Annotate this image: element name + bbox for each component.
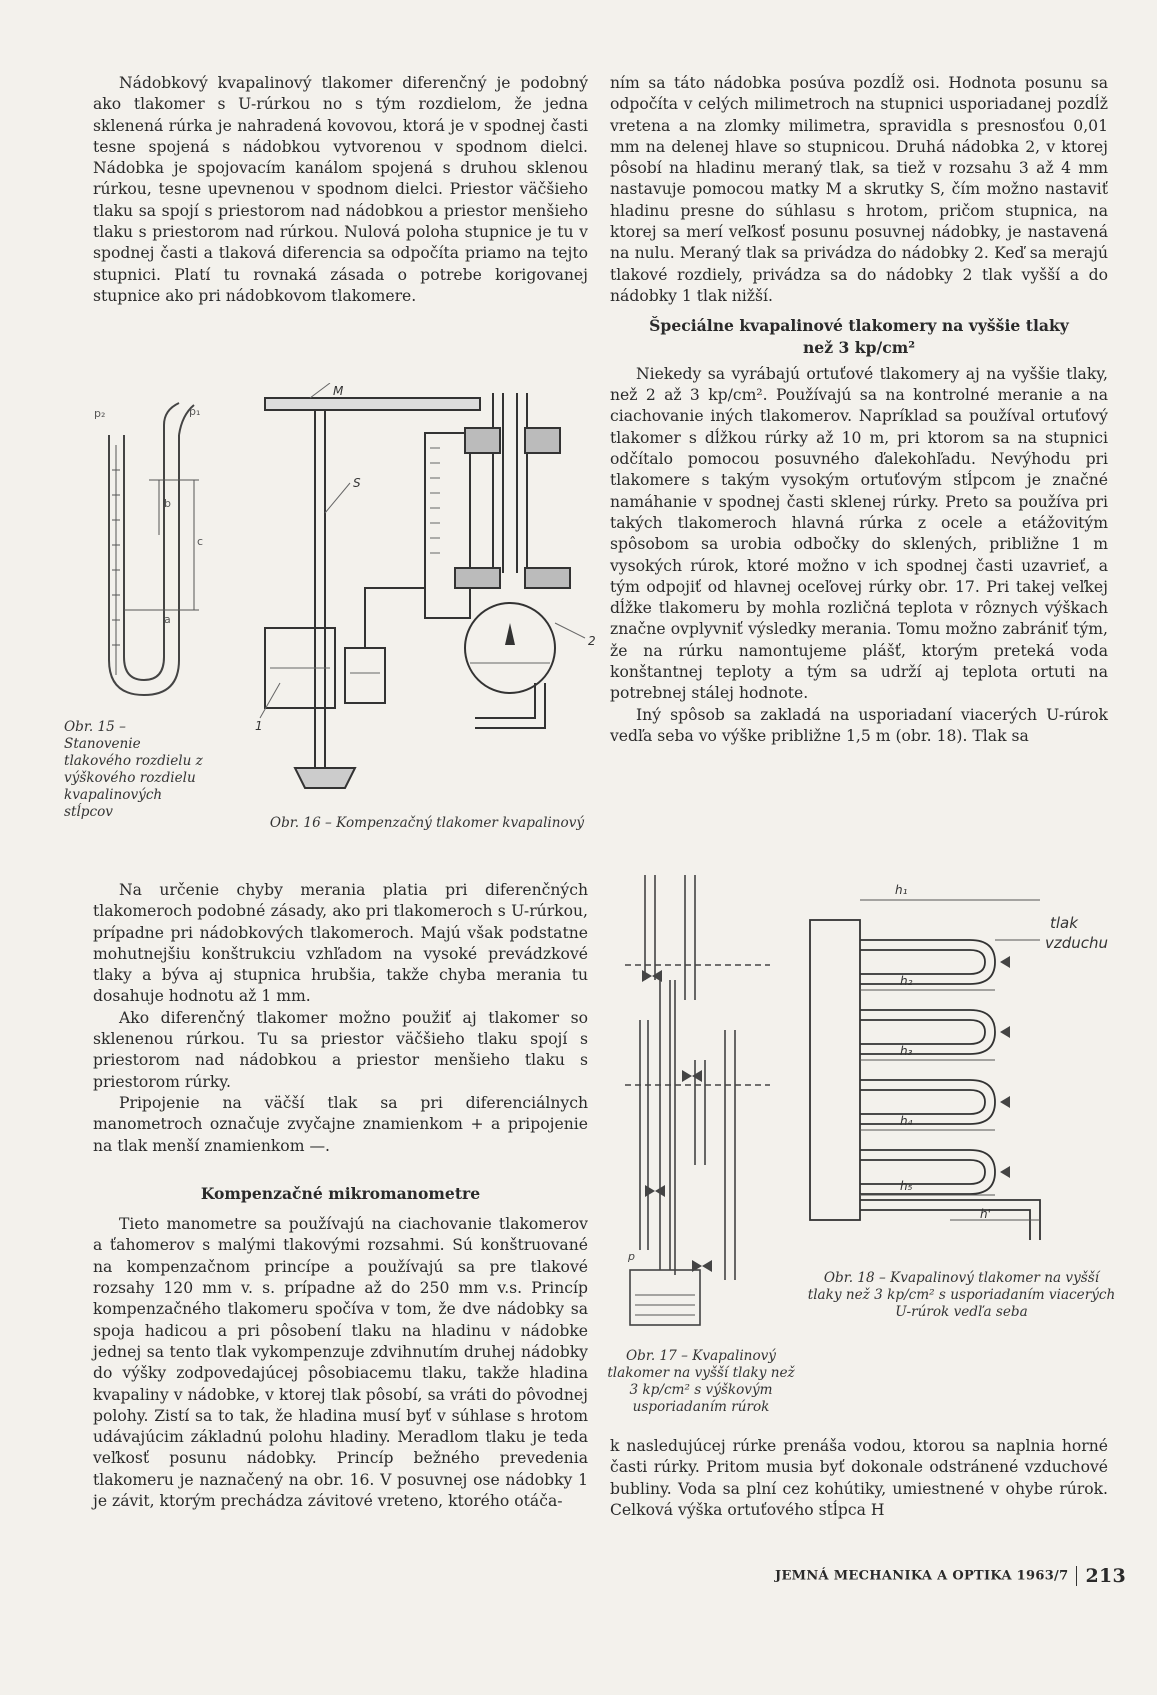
- label-h3: h₃: [900, 1044, 913, 1058]
- label-h1: h₁: [895, 883, 908, 897]
- journal-name: JEMNÁ MECHANIKA A OPTIKA 1963/7: [775, 1568, 1069, 1584]
- label-tlak: tlak: [1050, 914, 1078, 932]
- label-vzduchu: vzduchu: [1045, 934, 1109, 952]
- figure-17-tall-manometer: [620, 870, 795, 1340]
- footer-divider: [1076, 1566, 1077, 1586]
- paragraph: Na určenie chyby merania platia pri diferenčných tlakomeroch podobné zásady, ako pri tlakomeroch s U-rúrkou, prípadne pri nádobkových tlakomeroch. Majú však podstatne mohutnejšiu konštrukciu vzhľadom na vysoké prevádzkové tlaky a býva aj stupnica hrubšia, takže chyba merania tu dosahuje hodnotu až 1 mm.: [93, 881, 588, 1006]
- paragraph: Tieto manometre sa používajú na ciachovanie tlakomerov a ťahomerov s malými tlakovými rozsahmi. Sú konštruované na kompenzačnom princípe a používajú sa pre tlakové rozsahy 120 mm v. s. prípadne až do 250 mm v.s. Princíp kompenzačného tlakomeru spočíva v tom, že dve nádobky sa spoja hadicou a pri pôsobení tlaku na hladinu v nádobke jednej sa tento tlak vykompenzuje zdvihnutím druhej nádobky do výšky zodpovedajúcej pôsobiacemu tlaku, takže hladina kvapaliny v nádobke, v ktorej tlak pôsobí, sa vráti do pôvodnej polohy. Zistí sa to tak, že hladina musí byť v súhlase s hrotom udávajúcim základnú polohu hladiny. Meradlom tlaku je teda veľkosť posunu nádobky. Princíp bežného prevedenia tlakomeru je naznačený na obr. 16. V posuvnej ose nádobky 1 je závit, ktorým prechádza závitové vreteno, ktorého otáča-: [93, 1215, 588, 1511]
- section-heading: Kompenzačné mikromanometre: [200, 1183, 481, 1203]
- paragraph: ním sa táto nádobka posúva pozdĺž osi. Hodnota posunu sa odpočíta v celých milimetroch na stupnici usporiadanej pozdĺž vretena a na zlomky milimetra, spravidla s presnosťou 0,01 mm na delenej hlave so stupnicou. Druhá nádobka 2, v ktorej pôsobí na hladinu meraný tlak, sa tiež v rozsahu 3 až 4 mm nastavuje pomocou matky M a skrutky S, čím možno nastaviť hladinu presne do súhlasu s hrotom, pričom stupnica, na ktorej sa merí veľkosť posunu posuvnej nádobky, je nastavená na nulu. Meraný tlak sa privádza do nádobky 2. Keď sa merajú tlakové rozdiely, privádza sa do nádobky 2 tlak vyšší a do nádobky 1 tlak nižší.: [610, 74, 1108, 305]
- section-heading-line2: než 3 kp/cm²: [802, 337, 916, 357]
- paragraph: Ako diferenčný tlakomer možno použiť aj tlakomer so sklenenou rúrkou. Tu sa priestor väčšieho tlaku spojí s priestorom nad nádobkou a priestor menšieho tlaku s priestorom rúrky.: [93, 1008, 588, 1091]
- label-h-prime: h': [980, 1207, 991, 1221]
- paragraph: Iný spôsob sa zakladá na usporiadaní viacerých U-rúrok vedľa seba vo výške približne 1,5 m (obr. 18). Tlak sa: [610, 705, 1108, 745]
- label-c: c: [197, 535, 204, 548]
- section-heading-line1: Špeciálne kvapalinové tlakomery na vyššie tlaky: [649, 316, 1069, 336]
- label-p: p: [628, 1250, 635, 1263]
- label-p1: p₁: [189, 405, 201, 418]
- paragraph: Niekedy sa vyrábajú ortuťové tlakomery aj na vyššie tlaky, než 2 až 3 kp/cm². Používajú sa na kontrolné meranie a na ciachovanie iných tlakomerov. Napríklad sa používal ortuťový tlakomer s dĺžkou rúrky až 10 m, pri ktorom sa na stupnici odčítalo pomocou posuvného ďalekohľadu. Nevýhodu pri tlakomere s takým vysokým ortuťovým stĺpcom je značné namáhanie v spodnej časti sklenej rúrky. Preto sa používa pri takých tlakomeroch hlavná rúrka z ocele a etážovitým spôsobom sa urobia odbočky do sklených, približne 1 m vysokých rúrok, ktoré možno v ich spodnej časti uzavrieť, a tým odpojiť od hlavnej oceľovej rúrky obr. 17. Pri takej veľkej dĺžke tlakomeru by mohla rozličná teplota v rôznych výškach značne ovplyvniť výsledky merania. Tomu možno zabrániť tým, že na rúrku namontujeme plášť, ktorým preteká voda konštantnej teploty a tým sa udrží aj teplota ortuti na potrebnej stálej hodnote.: [610, 364, 1108, 703]
- paragraph: Nádobkový kvapalinový tlakomer diferenčný je podobný ako tlakomer s U-rúrkou no s tým rozdielom, že jedna sklenená rúrka je nahradená kovovou, ktorá je v spodnej časti tesne spojená s nádobkou vytvorenou v spodnom dielci. Nádobka je spojovacím kanálom spojená s druhou sklenou rúrkou, tesne upevnenou v spodnom dielci. Priestor väčšieho tlaku sa spojí s priestorom nad nádobkou a priestor menšieho tlaku s priestorom nad rúrkou. Nulová poloha stupnice je tu v spodnej časti a tlaková diferencia sa odpočíta priamo na tejto stupnici. Platí tu rovnaká zásada o potrebe korigovanej stupnice ako pri nádobkovom tlakomere.: [93, 74, 588, 305]
- figure-18-caption: Obr. 18 – Kvapalinový tlakomer na vyšší tlaky než 3 kp/cm² s usporiadaním viacerých U-rúrok vedľa seba: [807, 1270, 1116, 1320]
- figure-15-caption: Obr. 15 – Stanovenie tlakového rozdielu z výškového rozdielu kvapalinových stĺpcov: [64, 719, 203, 820]
- page-number: 213: [1085, 1565, 1126, 1587]
- label-M: M: [333, 384, 344, 398]
- figure-18-multiple-u-tubes: [800, 880, 1145, 1265]
- figure-16-caption: Obr. 16 – Kompenzačný tlakomer kvapalinový: [269, 815, 585, 831]
- label-h5: h₅: [900, 1179, 913, 1193]
- left-column-bottom: [93, 880, 588, 1512]
- left-column-top: [93, 73, 588, 307]
- page-footer: [775, 1565, 1126, 1587]
- label-h2: h₂: [900, 974, 913, 988]
- label-2: 2: [588, 634, 596, 648]
- label-1: 1: [255, 719, 263, 733]
- paragraph: Pripojenie na väčší tlak sa pri diferenciálnych manometroch označuje zvyčajne znamienkom + a pripojenie na tlak menší znamienkom —.: [93, 1093, 588, 1155]
- label-S: S: [353, 476, 361, 490]
- label-a: a: [164, 613, 171, 626]
- right-column-bottom: [610, 1436, 1108, 1521]
- label-b: b: [164, 497, 171, 510]
- label-h4: h₄: [900, 1114, 913, 1128]
- figure-16-compensation-manometer: [255, 383, 600, 808]
- label-p2: p₂: [94, 407, 106, 420]
- figure-17-caption: Obr. 17 – Kvapalinový tlakomer na vyšší tlaky než 3 kp/cm² s výškovým usporiadaním rúrok: [607, 1348, 795, 1415]
- paragraph: k nasledujúcej rúrke prenáša vodou, ktorou sa naplnia horné časti rúrky. Pritom musia byť dokonale odstránené vzduchové bubliny. Voda sa plní cez kohútiky, umiestnené v ohybe rúrok. Celková výška ortuťového stĺpca H: [610, 1437, 1108, 1519]
- section-heading: [610, 315, 1108, 358]
- figure-15-u-tube: [64, 395, 254, 715]
- right-column-top: [610, 73, 1108, 747]
